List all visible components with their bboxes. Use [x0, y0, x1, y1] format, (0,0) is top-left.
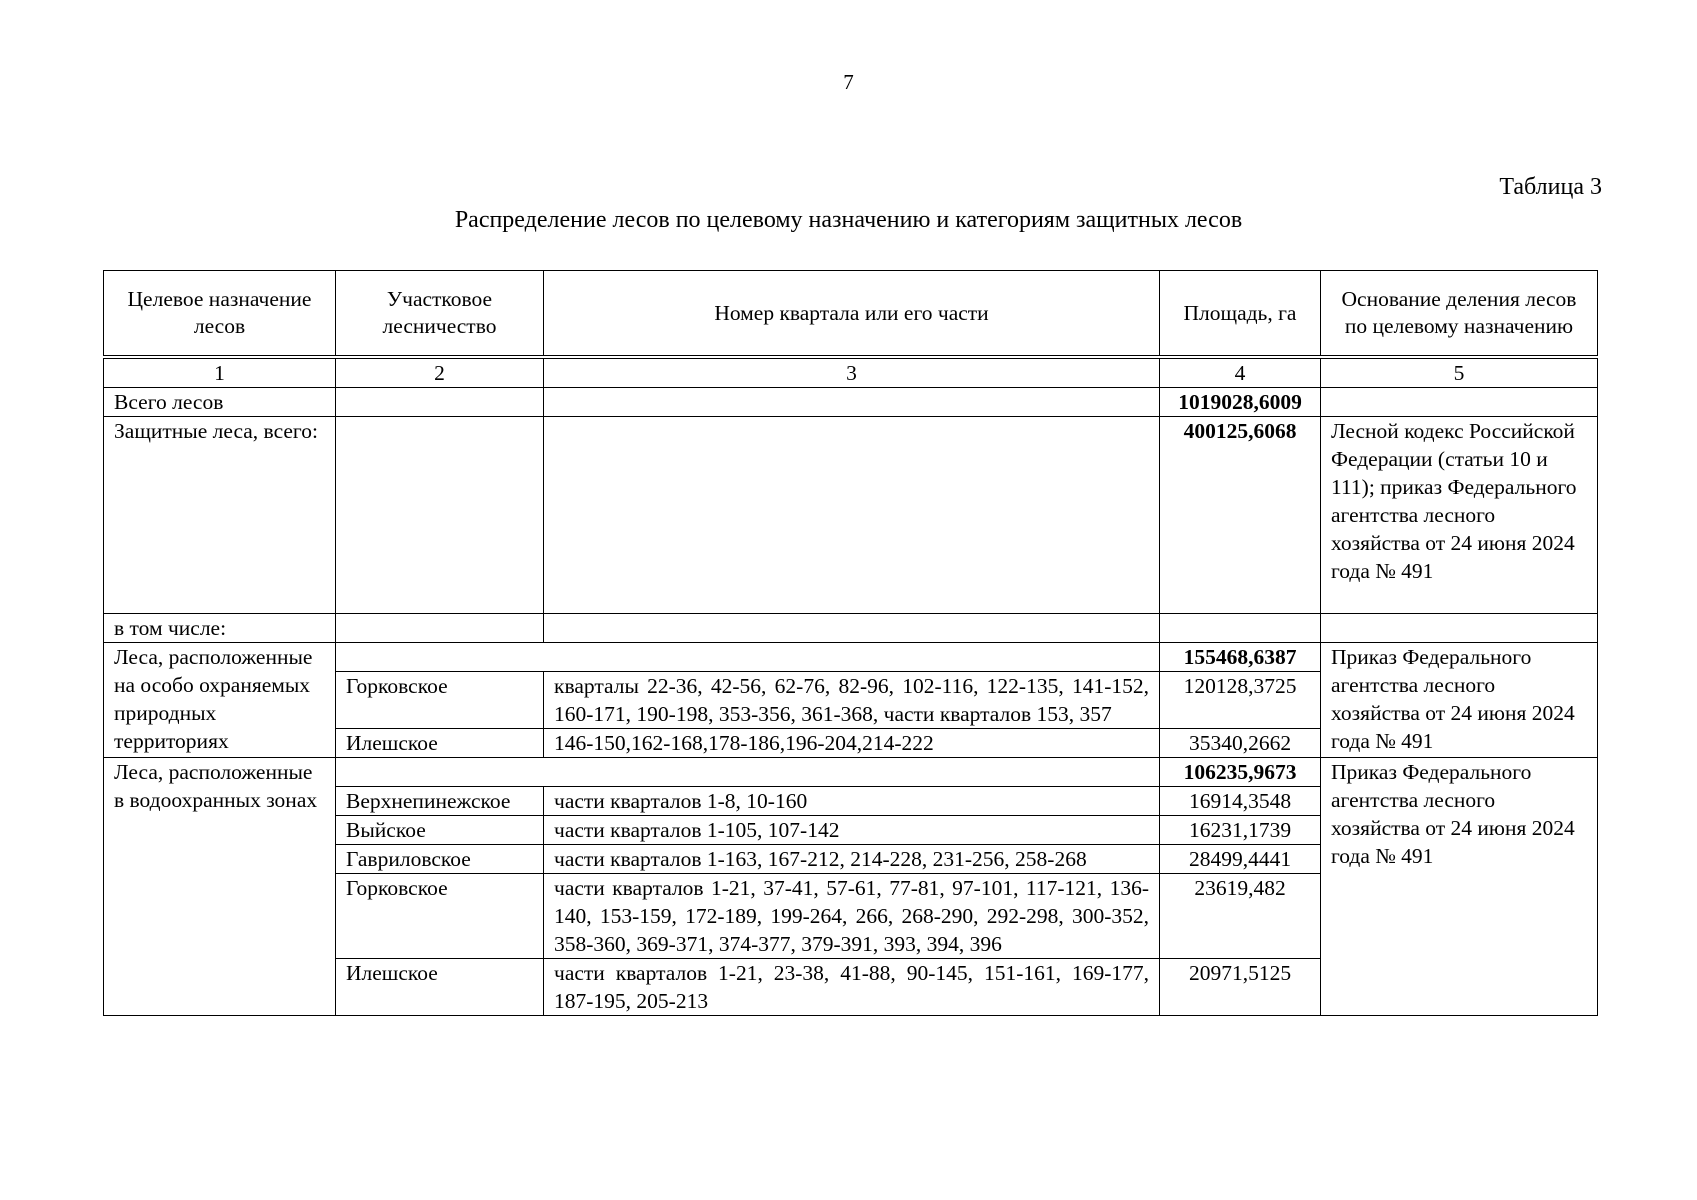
empty-cell [336, 388, 544, 417]
basis-cell: Приказ Федерального агентства лесного хозяйства от 24 июня 2024 года № 491 [1321, 643, 1598, 758]
forestry-cell: Горковское [336, 672, 544, 729]
empty-cell [336, 643, 1160, 672]
purpose-cell: Всего лесов [104, 388, 336, 417]
table-row-total [104, 388, 1598, 417]
header-quarters: Номер квартала или его части [544, 271, 1160, 358]
empty-cell [1321, 614, 1598, 643]
purpose-cell: в том числе: [104, 614, 336, 643]
table-caption: Таблица 3 [1499, 174, 1602, 200]
area-cell: 1019028,6009 [1160, 388, 1321, 417]
column-number: 1 [104, 357, 336, 388]
quarters-cell: части кварталов 1-163, 167-212, 214-228, 231-256, 258-268 [544, 845, 1160, 874]
forest-distribution-table [103, 270, 1598, 1016]
empty-cell [1160, 614, 1321, 643]
forestry-cell: Верхнепинежское [336, 787, 544, 816]
quarters-cell: части кварталов 1-21, 37-41, 57-61, 77-81, 97-101, 117-121, 136-140, 153-159, 172-189, 199-264, 266, 268-290, 292-298, 300-352, 358-360, 369-371, 374-377, 379-391, 393, 394, 396 [544, 874, 1160, 959]
area-cell: 155468,6387 [1160, 643, 1321, 672]
empty-cell [1321, 388, 1598, 417]
purpose-cell: Леса, расположенные в водоохранных зонах [104, 758, 336, 1016]
quarters-cell: части кварталов 1-21, 23-38, 41-88, 90-145, 151-161, 169-177, 187-195, 205-213 [544, 959, 1160, 1016]
area-cell: 120128,3725 [1160, 672, 1321, 729]
table-title: Распределение лесов по целевому назначению и категориям защитных лесов [454, 207, 1243, 233]
column-number: 3 [544, 357, 1160, 388]
table-header-row [104, 271, 1598, 358]
forestry-cell: Гавриловское [336, 845, 544, 874]
column-number: 2 [336, 357, 544, 388]
quarters-cell: кварталы 22-36, 42-56, 62-76, 82-96, 102-116, 122-135, 141-152, 160-171, 190-198, 353-356, 361-368, части кварталов 153, 357 [544, 672, 1160, 729]
area-cell: 16914,3548 [1160, 787, 1321, 816]
header-area: Площадь, га [1160, 271, 1321, 358]
area-cell: 16231,1739 [1160, 816, 1321, 845]
purpose-cell: Леса, расположенные на особо охраняемых природных территориях [104, 643, 336, 758]
quarters-cell: части кварталов 1-8, 10-160 [544, 787, 1160, 816]
header-basis: Основание деления лесов по целевому назначению [1321, 271, 1598, 358]
basis-cell: Приказ Федерального агентства лесного хозяйства от 24 июня 2024 года № 491 [1321, 758, 1598, 1016]
area-cell: 400125,6068 [1160, 417, 1321, 614]
table-row-protective [104, 417, 1598, 614]
area-cell: 23619,482 [1160, 874, 1321, 959]
forestry-cell: Горковское [336, 874, 544, 959]
quarters-cell: части кварталов 1-105, 107-142 [544, 816, 1160, 845]
area-cell: 35340,2662 [1160, 729, 1321, 758]
empty-cell [336, 417, 544, 614]
table-row-water-total [104, 758, 1598, 787]
header-purpose: Целевое назначение лесов [104, 271, 336, 358]
area-cell: 28499,4441 [1160, 845, 1321, 874]
page-number: 7 [843, 70, 854, 94]
column-number-row [104, 357, 1598, 388]
forestry-cell: Выйское [336, 816, 544, 845]
column-number: 5 [1321, 357, 1598, 388]
quarters-cell: 146-150,162-168,178-186,196-204,214-222 [544, 729, 1160, 758]
column-number: 4 [1160, 357, 1321, 388]
empty-cell [336, 758, 1160, 787]
empty-cell [544, 388, 1160, 417]
empty-cell [544, 614, 1160, 643]
empty-cell [336, 614, 544, 643]
forestry-cell: Илешское [336, 959, 544, 1016]
area-cell: 20971,5125 [1160, 959, 1321, 1016]
area-cell: 106235,9673 [1160, 758, 1321, 787]
basis-cell: Лесной кодекс Российской Федерации (статьи 10 и 111); приказ Федерального агентства лесного хозяйства от 24 июня 2024 года № 491 [1321, 417, 1598, 614]
forestry-cell: Илешское [336, 729, 544, 758]
table-row-including [104, 614, 1598, 643]
empty-cell [544, 417, 1160, 614]
purpose-cell: Защитные леса, всего: [104, 417, 336, 614]
table-row-oopt-total [104, 643, 1598, 672]
header-forestry: Участковое лесничество [336, 271, 544, 358]
